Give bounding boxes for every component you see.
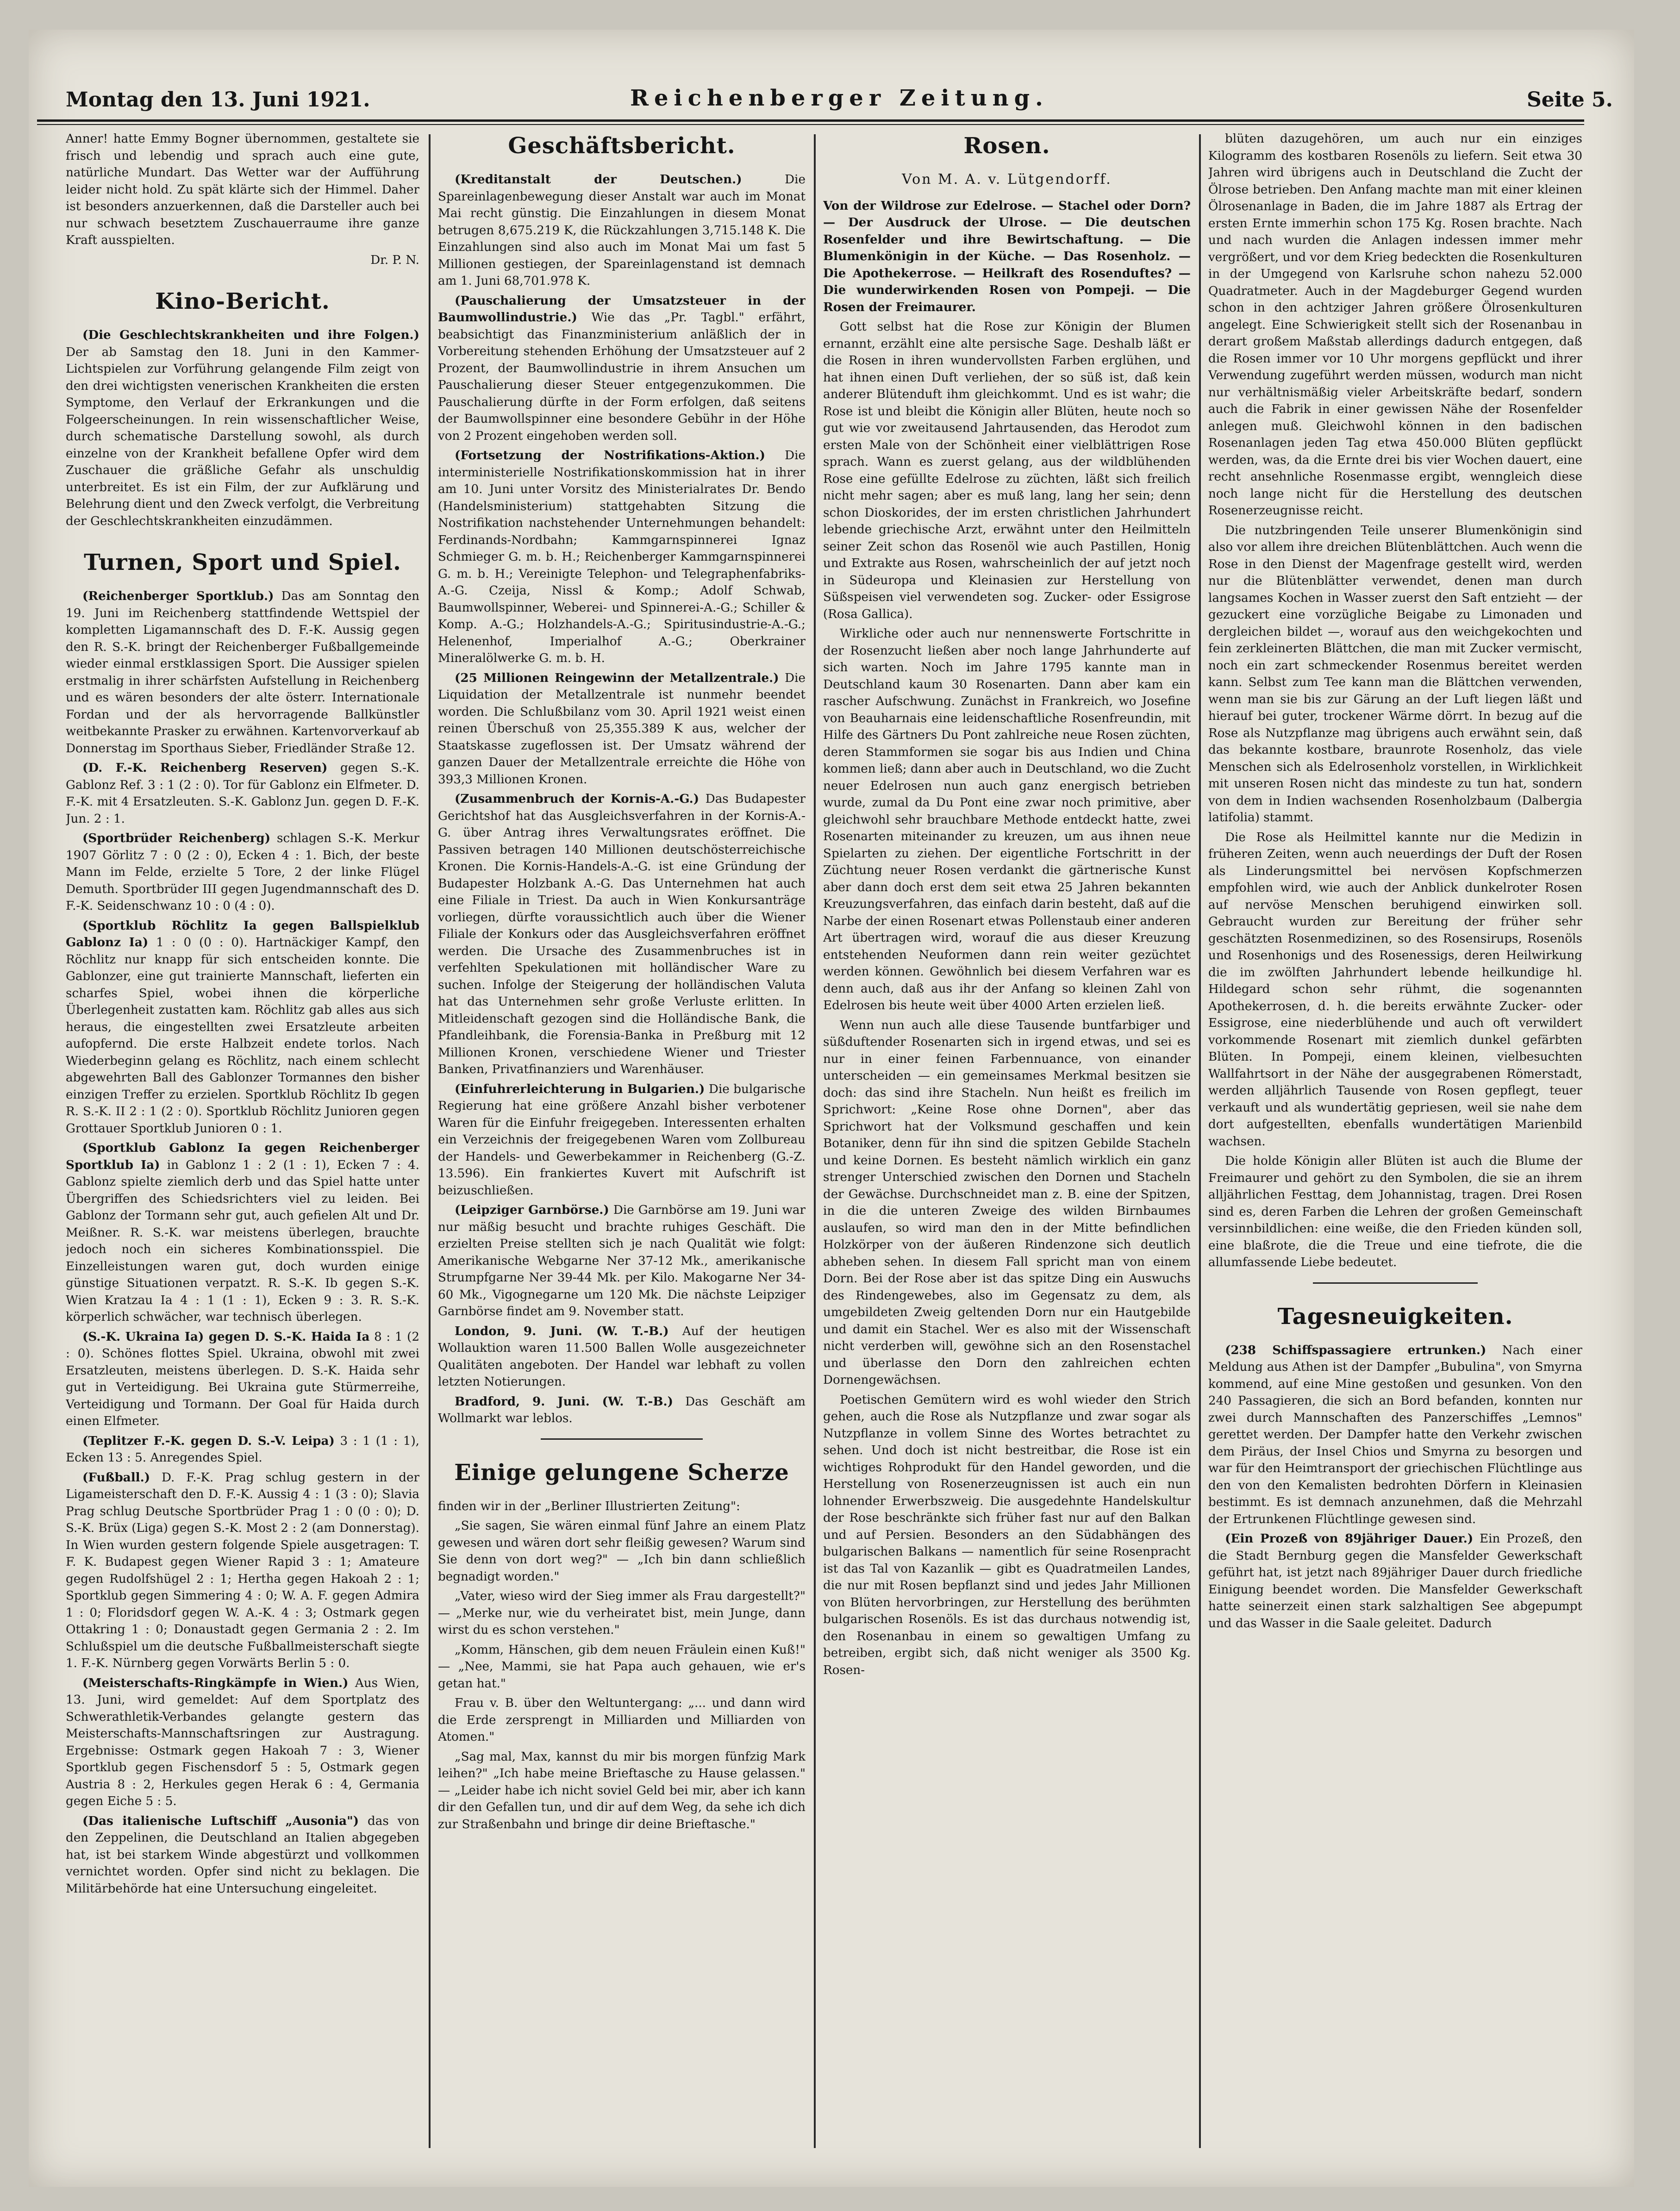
paragraph: „Komm, Hänschen, gib dem neuen Fräulein einen Kuß!" — „Nee, Mammi, sie hat Papa auch gehauen, wie er's getan hat." bbox=[438, 1643, 806, 1691]
column-4 bbox=[1208, 131, 1582, 2149]
news-item bbox=[438, 670, 806, 788]
item-text: 8 : 1 (2 : 0). Schönes flottes Spiel. Ukraina, obwohl mit zwei Ersatzleuten, meistens überlegen. D. S.-K. Haida sehr gut in Verteidigung. Bei Ukraina gute Stürmerreihe, Verteidigung und Tormann. Der Goal für Haida durch einen Elfmeter. bbox=[66, 1330, 419, 1428]
item-lead: (Sportklub Röchlitz Ia gegen Ballspielklub Gablonz Ia) bbox=[66, 918, 419, 949]
item-text: gegen S.-K. Gablonz Ref. 3 : 1 (2 : 0). Tor für Gablonz ein Elfmeter. D. F.-K. mit 4 Ersatzleuten. S.-K. Gablonz Jun. gegen D. F.-K. Jun. 2 : 1. bbox=[66, 761, 419, 826]
item-text: das von den Zeppelinen, die Deutschland an Italien abgegeben hat, ist bei starkem Winde abgestürzt und vollkommen vernichtet worden. Opfer sind nicht zu beklagen. Die Militärbehörde hat eine Untersuchung eingeleitet. bbox=[66, 1814, 419, 1896]
header-rule bbox=[37, 119, 1584, 122]
item-text: Das am Sonntag den 19. Juni im Reichenberg stattfindende Wettspiel der kompletten Ligamannschaft des D. F.-K. Aussig gegen den R. S.-K. bringt der Reichenberger Fußballgemeinde wieder einmal erstklassigen Sport. Die Aussiger spielen erstmalig in ihrer schärfsten Aufstellung in Reichenberg und es wären besonders der alte österr. Internationale Fordan und der als hervorragende Ballkünstler weitbekannte Prasker zu erwähnen. Kartenvorverkauf ab Donnerstag im Sporthaus Sieber, Friedländer Straße 12. bbox=[66, 589, 419, 756]
item-lead: (Zusammenbruch der Kornis-A.-G.) bbox=[455, 792, 699, 806]
article-intro: finden wir in der „Berliner Illustrierten Zeitung": bbox=[438, 1499, 740, 1513]
paragraph: „Sag mal, Max, kannst du mir bis morgen fünfzig Mark leihen?" „Ich habe meine Brieftasche zu Hause gelassen." — „Leider habe ich nicht soviel Geld bei mir, aber ich kann dir den Gefallen tun, und dir auf dem Weg, da sehe ich dich zur Straßenbahn und bringe dir deine Brieftasche." bbox=[438, 1749, 806, 1831]
item-lead: (Sportklub Gablonz Ia gegen Reichenberger Sportklub Ia) bbox=[66, 1141, 419, 1172]
news-item bbox=[66, 588, 419, 757]
masthead-title: Reichenberger Zeitung. bbox=[630, 85, 1049, 111]
author-signature: Dr. P. N. bbox=[370, 253, 419, 267]
column-1 bbox=[66, 131, 419, 2149]
column-2 bbox=[438, 131, 806, 2149]
sport-news-list bbox=[66, 588, 419, 1897]
page-number: Seite 5. bbox=[1526, 88, 1613, 112]
article-byline: Von M. A. v. Lütgendorff. bbox=[902, 171, 1112, 187]
article-summary: Von der Wildrose zur Edelrose. — Stachel oder Dorn? — Der Ausdruck der Ulrose. — Die deutschen Rosenfelder und ihre Bewirtschaftung. — Die Blumenkönigin in der Küche. — Das Rosenholz. — Die Apothekerrose. — Heilkraft des Rosenduftes? — Die wunderwirkenden Rosen von Pompeji. — Die Rosen der Freimaurer. bbox=[823, 198, 1191, 314]
business-news-list bbox=[438, 171, 806, 1427]
article-continuation bbox=[1208, 131, 1582, 1271]
section-heading: Geschäftsbericht. bbox=[508, 133, 736, 159]
paragraph: Die holde Königin aller Blüten ist auch die Blume der Freimaurer und gehört zu den Symbolen, die sie an ihrem alljährlichen Festtag, dem Johannistag, tragen. Drei Rosen sind es, deren Farben die Lehren der großen Gemeinschaft versinnbildlichen: eine weiße, die den Frieden künden soll, eine blaßrote, die die Treue und eine tiefrote, die die allumfassende Liebe bedeutet. bbox=[1208, 1154, 1582, 1269]
item-text: Das Geschäft am Wollmarkt war leblos. bbox=[438, 1394, 806, 1425]
item-text: D. F.-K. Prag schlug gestern in der Ligameisterschaft den D. F.-K. Aussig 4 : 1 (3 : 0); Slavia Prag schlug Deutsche Sportbrüder Prag 1 : 0 (0 : 0); D. S.-K. Brüx (Liga) gegen S.-K. Most 2 : 2 (am Donnerstag). In Wien wurden gestern folgende Spiele ausgetragen: T. F. K. Budapest gegen Wiener Rapid 3 : 1; Amateure gegen Rudolfshügel 2 : 1; Hertha gegen Hakoah 2 : 1; Sportklub gegen Simmering 4 : 0; W. A. F. gegen Admira 1 : 0; Floridsdorf gegen W. A.-K. 4 : 3; Ostmark gegen Ottakring 1 : 0; Donaustadt gegen Germania 2 : 2. Im Schlußspiel um die deutsche Fußballmeisterschaft siegte 1. F.-K. Nürnberg gegen Vorwärts Berlin 5 : 0. bbox=[66, 1470, 419, 1670]
article-body bbox=[823, 319, 1191, 1679]
column-3 bbox=[823, 131, 1191, 2149]
item-text: Aus Wien, 13. Juni, wird gemeldet: Auf dem Sportplatz des Schwerathletik-Verbandes gelangte gestern das Meisterschafts-Mannschaftsringen zur Austragung. Ergebnisse: Ostmark gegen Hakoah 7 : 3, Wiener Sportklub gegen Fischensdorf 5 : 5, Ostmark gegen Austria 8 : 2, Herkules gegen Herak 6 : 4, Germania gegen Eiche 5 : 5. bbox=[66, 1676, 419, 1808]
article-text: Anner! hatte Emmy Bogner übernommen, gestaltete sie frisch und lebendig und sprach auch eine gute, natürliche Mundart. Das Wetter war der Aufführung leider nicht hold. Zu spät klärte sich der Himmel. Daher ist besonders anzuerkennen, daß die Darsteller auch bei nur schwach besetztem Zuschauerraume ihre ganze Kraft ausspielten. bbox=[66, 132, 419, 247]
news-item bbox=[66, 1675, 419, 1810]
item-text: Die Garnbörse am 19. Juni war nur mäßig besucht und brachte ruhiges Geschäft. Die erzielten Preise stellten sich je nach Qualität wie folgt: Amerikanische Webgarne Ner 37-12 Mk., amerikanische Strumpfgarne Ner 39-44 Mk. per Kilo. Makogarne Ner 34-60 Mk., Vigognegarne um 120 Mk. Die nächste Leipziger Garnbörse findet am 9. November statt. bbox=[438, 1203, 806, 1318]
news-item bbox=[66, 1329, 419, 1430]
news-item bbox=[1208, 1530, 1582, 1632]
news-item bbox=[438, 1323, 806, 1391]
column-divider bbox=[429, 134, 431, 2148]
paragraph: blüten dazugehören, um auch nur ein einziges Kilogramm des kostbaren Rosenöls zu liefern. Seit etwa 30 Jahren wird übrigens auch in Deutschland die Zucht der Ölrose betrieben. Den Anfang machte man mit einer kleinen Ölrosenanlage in Baden, die im Jahre 1887 als Ertrag der ersten Ernte immerhin schon 175 Kg. Rosen brachte. Nach und nach wurden die Anlagen indessen immer mehr vergrößert, und vor dem Krieg bedeckten die Rosenkulturen in der Umgegend von Karlsruhe schon nahezu 52.000 Quadratmeter. Auch in der Magdeburger Gegend wurden schon in den achtziger Jahren größere Ölrosenkulturen angelegt. Eine Schwierigkeit stellt sich der Rosenanbau in derart großem Maßstab allerdings dadurch entgegen, daß die Rosen immer vor 10 Uhr morgens gepflückt und ihrer Verwendung zugeführt werden müssen, wodurch man nicht nur verhältnismäßig vieler Arbeitskräfte bedarf, sondern auch die Fabrik in einer gewissen Nähe der Rosenfelder anlegen muß. Gleichwohl können in den badischen Rosenanlagen jeden Tag etwa 450.000 Blüten gepflückt werden, was, da die Ernte drei bis vier Wochen dauert, eine recht ansehnliche Rosenmasse ergibt, wenngleich diese noch lange nicht für die Herstellung des deutschen Rosenerzeugnisse reicht. bbox=[1208, 132, 1582, 518]
paragraph: Poetischen Gemütern wird es wohl wieder den Strich gehen, auch die Rose als Nutzpflanze und zwar sogar als Nutzpflanze in vollem Sinne des Wortes betrachtet zu sehen. Und doch ist nicht bestreitbar, die Rose ist ein wichtiges Rohprodukt für den Handel geworden, und die Herstellung von Rosenerzeugnissen ist auch ein nun lohnender Erwerbszweig. Die ausgedehnte Handelskultur der Rose beschränkte sich früher fast nur auf den Balkan und auf Persien. Besonders an den Südabhängen des bulgarischen Balkans — namentlich für seine Rosenpracht ist das Tal von Kazanlik — gibt es Quadratmeilen Landes, die nur mit Rosen bepflanzt sind und jedes Jahr Millionen von Blüten hervorbringen, zur Herstellung des berühmten bulgarischen Rosenöls. Es ist das durchaus notwendig ist, den Rosenanbau in einem so gewaltigen Umfang zu betreiben, ergibt sich, daß nicht weniger als 3500 Kg. Rosen- bbox=[823, 1393, 1191, 1677]
section-heading: Kino-Bericht. bbox=[155, 288, 330, 314]
separator bbox=[541, 1438, 702, 1440]
news-item bbox=[438, 1202, 806, 1320]
jokes-list bbox=[438, 1518, 806, 1833]
item-lead: (238 Schiffspassagiere ertrunken.) bbox=[1225, 1343, 1486, 1357]
item-lead: (D. F.-K. Reichenberg Reserven) bbox=[82, 761, 328, 775]
item-text: Nach einer Meldung aus Athen ist der Dampfer „Bubulina", von Smyrna kommend, auf eine Mine gestoßen und gesunken. Von den 240 Passagieren, die sich an Bord befanden, konnten nur zwei durch Mannschaften des Panzerschiffes „Lemnos" gerettet werden. Der Dampfer hatte den Verkehr zwischen dem Piräus, der Insel Chios und Smyrna zu besorgen und war für den Heimtransport der griechischen Flüchtlinge aus den von den Kemalisten bedrohten Dörfern in Kleinasien bestimmt. Es ist demnach anzunehmen, daß die Mehrzahl der Ertrunkenen Flüchtlinge gewesen sind. bbox=[1208, 1343, 1582, 1526]
paragraph: „Vater, wieso wird der Sieg immer als Frau dargestellt?" — „Merke nur, wie du verheiratet bist, mein Junge, dann wirst du es schon verstehen." bbox=[438, 1589, 806, 1637]
column-divider bbox=[1199, 134, 1201, 2148]
item-text: 1 : 0 (0 : 0). Hartnäckiger Kampf, den Röchlitz nur knapp für sich entscheiden konnte. Die Gablonzer, eine gut trainierte Mannschaft, lieferten ein scharfes Spiel, wobei ihnen die körperliche Überlegenheit zustatten kam. Röchlitz gab alles aus sich heraus, die eingestellten zwei Ersatzleute arbeiten aufopfernd. Die erste Halbzeit endete torlos. Nach Wiederbeginn gelang es Röchlitz, nach einem schlecht abgewehrten Ball des Gablonzer Tormannes den bisher einzigen Treffer zu erzielen. Sportklub Röchlitz Ib gegen R. S.-K. II 2 : 1 (2 : 0). Sportklub Röchlitz Junioren gegen Grottauer Sportklub Junioren 0 : 1. bbox=[66, 936, 419, 1136]
item-lead: Bradford, 9. Juni. (W. T.-B.) bbox=[455, 1394, 674, 1409]
item-text: Wie das „Pr. Tagbl." erfährt, beabsichtigt das Finanzministerium anläßlich der in Vorbereitung stehenden Erhöhung der Umsatzsteuer auf 2 Prozent, der Baumwollindustrie in ihrem Ansuchen um Pauschalierung dieser Steuer entgegenzukommen. Die Pauschalierung dürfte in der Form erfolgen, daß seitens der Baumwollspinner eine besondere Gebühr in der Höhe von 2 Prozent eingehoben werden soll. bbox=[438, 311, 806, 443]
section-heading: Einige gelungene Scherze bbox=[454, 1459, 789, 1486]
paragraph: „Sie sagen, Sie wären einmal fünf Jahre an einem Platz gewesen und wären dort sehr fleißig gewesen? Warum sind Sie denn von dort weg?" — „Ich bin dann schließlich begnadigt worden." bbox=[438, 1519, 806, 1584]
news-item bbox=[438, 791, 806, 1078]
item-lead: London, 9. Juni. (W. T.-B.) bbox=[455, 1324, 669, 1338]
item-lead: (Leipziger Garnbörse.) bbox=[455, 1203, 609, 1217]
news-item bbox=[66, 1469, 419, 1672]
section-heading: Rosen. bbox=[963, 133, 1050, 159]
item-text: Die bulgarische Regierung hat eine größere Anzahl bisher verbotener Waren für die Einfuhr freigegeben. Interessenten erhalten ein Verzeichnis der freigegebenen Waren vom Zollbureau der Handels- und Gewerbekammer in Reichenberg (G.-Z. 13.596). Ein frankiertes Kuvert mit Aufschrift ist beizuschließen. bbox=[438, 1082, 806, 1198]
paragraph: Wirkliche oder auch nur nennenswerte Fortschritte in der Rosenzucht ließen aber noch lange Jahrhunderte auf sich warten. Noch im Jahre 1795 kannte man in Deutschland kaum 30 Rosenarten. Dann aber kam ein rascher Aufschwung. Zunächst in Frankreich, wo Josefine von Beauharnais eine leidenschaftliche Rosenfreundin, mit Hilfe des Gärtners Du Pont zahlreiche neue Rosen züchten, deren Stammformen sie sogar bis aus Indien und China kommen ließ; dann aber auch in Deutschland, wo die Zucht neuer Edelrosen nun auch ganz energisch betrieben wurde, zumal da Du Pont eine zwar noch primitive, aber gleichwohl sehr brauchbare Methode entdeckt hatte, zwei Rosenarten miteinander zu kreuzen, um aus ihnen neue Spielarten zu ziehen. Der eigentliche Fortschritt in der Züchtung neuer Rosen verdankt die gärtnerische Kunst aber dann doch erst dem seit etwa 25 Jahren bekannten Kreuzungsverfahren, das einfach darin besteht, daß auf die Narbe der einen Rosenart etwas Pollenstaub einer anderen Art übertragen wird, worauf die aus dieser Kreuzung entstehenden Neuformen dann rein weiter gezüchtet werden können. Gewöhnlich bei diesem Verfahren war es denn auch, daß aus ihr der Anfang so kleinen Zahl von Edelrosen bis heute weit über 4000 Arten erzielen ließ. bbox=[823, 627, 1191, 1012]
item-lead: (Einfuhrerleichterung in Bulgarien.) bbox=[455, 1081, 705, 1096]
item-text: schlagen S.-K. Merkur 1907 Görlitz 7 : 0 (2 : 0), Ecken 4 : 1. Bich, der beste Mann im Felde, erzielte 5 Tore, 2 der linke Flügel Demuth. Sportbrüder III gegen Jugendmannschaft des D. F.-K. Seidenschwanz 10 : 0 (4 : 0). bbox=[66, 831, 419, 913]
news-item bbox=[66, 1140, 419, 1326]
news-item bbox=[66, 830, 419, 915]
news-item bbox=[1208, 1342, 1582, 1528]
item-lead: (Meisterschafts-Ringkämpfe in Wien.) bbox=[82, 1675, 349, 1690]
news-item bbox=[66, 918, 419, 1137]
item-lead: (Das italienische Luftschiff „Ausonia") bbox=[82, 1813, 359, 1828]
item-lead: (Die Geschlechtskrankheiten und ihre Folgen.) bbox=[82, 328, 419, 342]
issue-date: Montag den 13. Juni 1921. bbox=[66, 88, 370, 112]
page-header bbox=[66, 81, 1613, 117]
item-text: Auf der heutigen Wollauktion waren 11.500 Ballen Wolle ausgezeichneter Qualitäten angeboten. Der Handel war lebhaft zu vollen letzten Notierungen. bbox=[438, 1324, 806, 1389]
paragraph: Frau v. B. über den Weltuntergang: „... und dann wird die Erde zersprengt in Milliarden und Milliarden von Atomen." bbox=[438, 1696, 806, 1744]
item-text: 3 : 1 (1 : 1), Ecken 13 : 5. Anregendes Spiel. bbox=[66, 1434, 419, 1465]
item-text: Der ab Samstag den 18. Juni in den Kammer-Lichtspielen zur Vorführung gelangende Film zeigt von den drei wichtigsten venerischen Krankheiten die ersten Symptome, den Verlauf der Erkrankungen und die Folgeerscheinungen. In rein wissenschaftlicher Weise, durch schematische Darstellung sowohl, als durch einzelne von der Krankheit befallene Opfer wird dem Zuschauer die gräßliche Gefahr als unschuldig unterbreitet. Es ist ein Film, der zur Aufklärung und Belehrung dient und den Zweck verfolgt, die Verbreitung der Geschlechtskrankheiten einzudämmen. bbox=[66, 345, 419, 528]
news-item bbox=[438, 171, 806, 290]
item-lead: (S.-K. Ukraina Ia) gegen D. S.-K. Haida Ia bbox=[82, 1329, 370, 1344]
news-item bbox=[66, 760, 419, 827]
item-lead: (Teplitzer F.-K. gegen D. S.-V. Leipa) bbox=[82, 1433, 335, 1448]
item-lead: (Pauschalierung der Umsatzsteuer in der Baumwollindustrie.) bbox=[438, 293, 806, 325]
paragraph: Die nutzbringenden Teile unserer Blumenkönigin sind also vor allem ihre dreichen Blütenblättchen. Auch wenn die Rose in den Dienst der Magenfrage gestellt wird, werden nur die Blütenblätter verwendet, denen man durch langsames Kochen in Wasser zuerst den Saft entzieht — der gezuckert eine vorzügliche Beigabe zu Limonaden und dergleichen bildet —, worauf aus den weichgekochten und fein zerkleinerten Blättchen, die man mit Zucker vermischt, noch ein zart schmeckender Rosenmus bereitet werden kann. Selbst zum Tee kann man die Blättchen verwenden, wenn man sie bis zur Gärung an der Luft liegen läßt und hierauf bei guter, trockener Wärme dörrt. In bezug auf die Rose als Nutzpflanze mag übrigens auch erwähnt sein, daß das bekannte kostbare, braunrote Rosenholz, das viele Menschen sich als Edelrosenholz vorstellen, in Wirklichkeit mit unseren Rosen nicht das mindeste zu tun hat, sondern von dem in Indien wachsenden Rosenholzbaum (Dalbergia latifolia) stammt. bbox=[1208, 523, 1582, 824]
daily-news-list bbox=[1208, 1342, 1582, 1632]
item-text: Die Spareinlagenbewegung dieser Anstalt war auch im Monat Mai recht günstig. Die Einzahlungen in diesem Monat betrugen 8,675.219 K, die Rückzahlungen 3,715.148 K. Die Einzahlungen sind also auch im Monat Mai um fast 5 Millionen gestiegen, der Spareinlagenstand ist demnach am 1. Juni 68,701.978 K. bbox=[438, 173, 806, 288]
separator bbox=[1313, 1282, 1478, 1284]
item-lead: (Ein Prozeß von 89jähriger Dauer.) bbox=[1225, 1531, 1474, 1546]
item-text: Ein Prozeß, den die Stadt Bernburg gegen die Mansfelder Gewerkschaft geführt hat, ist jetzt nach 89jähriger Dauer durch friedliche Einigung beendet worden. Die Mansfelder Gewerkschaft hatte seinerzeit einen stark salzhaltigen See abgepumpt und das Wasser in die Saale geleitet. Dadurch bbox=[1208, 1532, 1582, 1630]
section-heading: Turnen, Sport und Spiel. bbox=[84, 550, 401, 575]
item-text: Die interministerielle Nostrifikationskommission hat in ihrer am 10. Juni unter Vorsitz des Ministerialrates Dr. Bendo (Handelsministerium) stattgehabten Sitzung die Nostrifikation nachstehender Unternehmungen behandelt: Ferdinands-Nordbahn; Kammgarnspinnerei Ignaz Schmieger G. m. b. H.; Reichenberger Kammgarnspinnerei G. m. b. H.; Vereinigte Telephon- und Telegraphenfabriks-A.-G. Czeija, Nissl & Komp.; Adolf Schwab, Baumwollspinner, Weberei- und Spinnerei-A.-G.; Schiller & Komp. A.-G.; Holzhandels-A.-G.; Spiritusindustrie-A.-G.; Helenenhof, Imperialhof A.-G.; Oberkrainer Mineralölwerke G. m. b. H. bbox=[438, 449, 806, 665]
section-heading: Tagesneuigkeiten. bbox=[1277, 1303, 1513, 1330]
item-lead: (Sportbrüder Reichenberg) bbox=[82, 831, 271, 845]
news-item bbox=[438, 1081, 806, 1199]
paragraph: Gott selbst hat die Rose zur Königin der Blumen ernannt, erzählt eine alte persische Sage. Deshalb läßt er die Rosen in ihren wundervollsten Farben erglühen, und hat ihnen einen Duft verliehen, der so süß ist, daß kein anderer Blütenduft ihm gleichkommt. Und es ist wahr; die Rose ist und bleibt die Königin aller Blüten, heute noch so gut wie vor zweitausend Jahrtausenden, das Herodot zum ersten Male von der Schönheit einer vielblättrigen Rose sprach. Wann es zuerst gelang, aus der wildblühenden Rose eine gefüllte Edelrose zu züchten, läßt sich freilich nicht mehr sagen; aber es muß lang, lang her sein; denn schon Dioskorides, der im ersten christlichen Jahrhundert lebende griechische Arzt, erwähnt unter den Heilmitteln seiner Zeit schon das Rosenöl wie auch Pastillen, Honig und Extrakte aus Rosen, wahrscheinlich der auf jetzt noch in Südeuropa und Kleinasien zur Herstellung von Süßspeisen viel verwendeten sog. Zucker- oder Essigrose (Rosa Gallica). bbox=[823, 320, 1191, 621]
news-item bbox=[438, 1393, 806, 1427]
news-item bbox=[438, 293, 806, 445]
news-item bbox=[66, 1813, 419, 1898]
column-divider bbox=[814, 134, 816, 2148]
item-lead: (Fußball.) bbox=[82, 1470, 150, 1485]
item-lead: (25 Millionen Reingewinn der Metallzentrale.) bbox=[455, 670, 779, 685]
item-lead: (Kreditanstalt der Deutschen.) bbox=[455, 172, 742, 187]
item-lead: (Fortsetzung der Nostrifikations-Aktion.) bbox=[455, 448, 766, 462]
news-item bbox=[66, 1433, 419, 1467]
news-item bbox=[438, 447, 806, 667]
item-text: Die Liquidation der Metallzentrale ist nunmehr beendet worden. Die Schlußbilanz vom 30. April 1921 weist einen reinen Überschuß von 25,355.389 K aus, welcher der Staatskasse zugeflossen ist. Der Umsatz während der ganzen Dauer der Metallzentrale erreichte die Höhe von 393,3 Millionen Kronen. bbox=[438, 671, 806, 787]
item-lead: (Reichenberger Sportklub.) bbox=[82, 589, 274, 603]
header-rule-thin bbox=[37, 124, 1584, 125]
paragraph: Die Rose als Heilmittel kannte nur die Medizin in früheren Zeiten, wenn auch neuerdings der Duft der Rosen als Linderungsmittel bei nervösen Kopfschmerzen empfohlen wird, wie auch der Anblick dunkelroter Rosen auf nervöse Menschen beruhigend einwirken soll. Gebraucht wurden zur Bereitung der früher sehr geschätzten Rosenmedizinen, so des Rosensirups, Rosenöls und Rosenhonigs und des Rosenessigs, deren Heilwirkung die im zwölften Jahrhundert lebende heilkundige hl. Hildegard schon sehr rühmt, die sogenannten Apothekerrosen, d. h. die bereits erwähnte Zucker- oder Essigrose, eine niederblühende und auch oft verwildert vorkommende Rosenart mit ziemlich dunkel gefärbten Blüten. In Pompeji, einem kleinen, vielbesuchten Wallfahrtsort in der Nähe der ausgegrabenen Römerstadt, werden alljährlich Tausende von Rosen gepflegt, teuer verkauft und als wundertätig gepriesen, weil sie nahe dem dort aufgestellten, ebenfalls wundertätigen Marienbild wachsen. bbox=[1208, 830, 1582, 1149]
paragraph: Wenn nun auch alle diese Tausende buntfarbiger und süßduftender Rosenarten sich in irgend etwas, und sei es nur in einer feinen Farbennuance, von einander unterscheiden — ein gemeinsames Merkmal besitzen sie doch: das sind ihre Stacheln. Nun heißt es freilich im Sprichwort: „Keine Rose ohne Dornen", aber das Sprichwort hat der Volksmund geschaffen und kein Botaniker, denn für ihn sind die spitzen Gebilde Stacheln und keine Dornen. Es besteht nämlich wirklich ein ganz strenger Unterschied zwischen den Dornen und Stacheln der Gewächse. Durchschneidet man z. B. eine der Spitzen, in die die unteren Zweige des wilden Birnbaumes auslaufen, so wird man den in der Mitte befindlichen Holzkörper von der äußeren Rindenzone sich deutlich abheben sehen. In diesem Fall spricht man von einem Dorn. Bei der Rose aber ist das spitze Ding ein Auswuchs des Rindengewebes, also im Gegensatz zu dem, als umgebildeten Zweig geltenden Dorn nur ein Hautgebilde und damit ein Stachel. Wer es also mit der Wissenschaft nicht verderben will, gewöhne sich an den Rosenstachel und überlasse den Dorn den zahlreichen echten Dornengewächsen. bbox=[823, 1018, 1191, 1387]
item-text: in Gablonz 1 : 2 (1 : 1), Ecken 7 : 4. Gablonz spielte ziemlich derb und das Spiel hatte unter Übergriffen des Schiedsrichters viel zu leiden. Bei Gablonz der Tormann sehr gut, auch gefielen Alt und Dr. Meißner. R. S.-K. war meistens überlegen, brauchte jedoch noch ein sicheres Kombinationsspiel. Die Einzelleistungen waren gut, doch wurden einige günstige Situationen verpatzt. R. S.-K. Ib gegen S.-K. Wien Kratzau Ia 4 : 1 (1 : 1), Ecken 9 : 3. R. S.-K. körperlich schwächer, war technisch überlegen. bbox=[66, 1158, 419, 1324]
item-text: Das Budapester Gerichtshof hat das Ausgleichsverfahren in der Kornis-A.-G. über Antrag ihres Verwaltungsrates eröffnet. Die Passiven betragen 140 Millionen deutschösterreichische Kronen. Die Kornis-Handels-A.-G. ist eine Gründung der Budapester Holzbank A.-G. Das Unternehmen hat auch eine Filiale in Triest. Da auch in Wien Konkursanträge vorliegen, dürfte voraussichtlich auch über die Wiener Filiale der Konkurs oder das Ausgleichsverfahren eröffnet werden. Die Ursache des Zusammenbruches ist in verfehlten Spekulationen mit holländischer Ware zu suchen. Infolge der Steigerung der holländischen Valuta hat das Unternehmen sehr große Verluste erlitten. In Mitleidenschaft gezogen sind die Holländische Bank, die Pfandleihbank, die Forensia-Banka in Preßburg mit 12 Millionen Kronen, verschiedene Wiener und Triester Banken, Privatfinanziers und Warenhäuser. bbox=[438, 792, 806, 1076]
